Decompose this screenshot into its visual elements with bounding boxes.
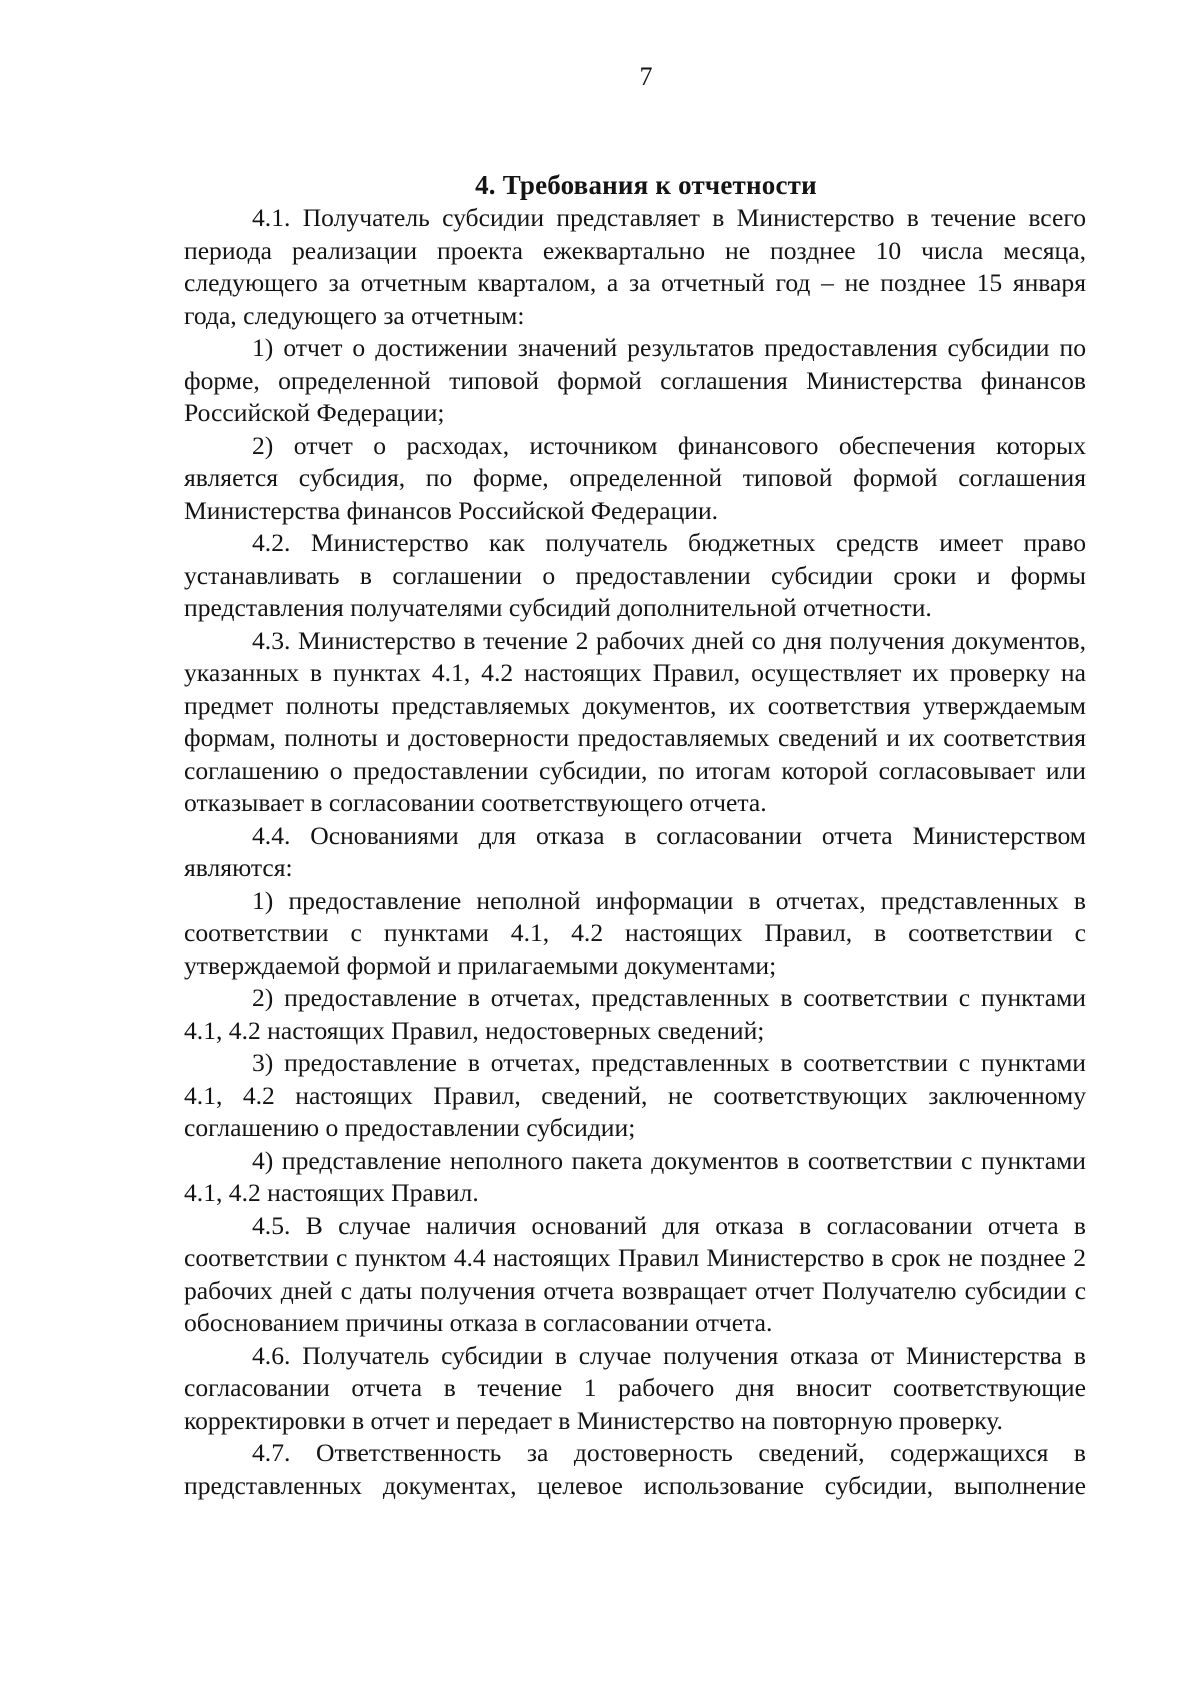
paragraph-4-4-item-3: 3) предоставление в отчетах, представленных в соответствии с пунктами 4.1, 4.2 настоящих Правил, сведений, не соответствующих заключенному соглашению о предоставлении субсидии; [184, 1048, 1086, 1142]
page-number: 7 [639, 62, 653, 91]
paragraph-4-4-item-2: 2) предоставление в отчетах, представленных в соответствии с пунктами 4.1, 4.2 настоящих Правил, недостоверных сведений; [184, 983, 1086, 1045]
paragraph-4-4: 4.4. Основаниями для отказа в согласовании отчета Министерством являются: [184, 820, 1086, 882]
document-body [184, 202, 1086, 1502]
section-title: 4. Требования к отчетности [475, 170, 817, 200]
paragraph-4-1: 4.1. Получатель субсидии представляет в Министерство в течение всего периода реализации проекта ежеквартально не позднее 10 числа месяца, следующего за отчетным кварталом, а за отчетный год – не позднее 15 января года, следующего за отчетным: [184, 203, 1086, 330]
paragraph-4-2: 4.2. Министерство как получатель бюджетных средств имеет право устанавливать в соглашении о предоставлении субсидии сроки и формы представления получателями субсидий дополнительной отчетности. [184, 528, 1086, 622]
paragraph-4-5: 4.5. В случае наличия оснований для отказа в согласовании отчета в соответствии с пунктом 4.4 настоящих Правил Министерство в срок не позднее 2 рабочих дней с даты получения отчета возвращает отчет Получателю субсидии с обоснованием причины отказа в согласовании отчета. [184, 1210, 1086, 1337]
paragraph-4-4-item-4: 4) представление неполного пакета документов в соответствии с пунктами 4.1, 4.2 настоящих Правил. [184, 1145, 1086, 1207]
paragraph-4-6: 4.6. Получатель субсидии в случае получения отказа от Министерства в согласовании отчета в течение 1 рабочего дня вносит соответствующие корректировки в отчет и передает в Министерство на повторную проверку. [184, 1340, 1086, 1435]
paragraph-4-3: 4.3. Министерство в течение 2 рабочих дней со дня получения документов, указанных в пунктах 4.1, 4.2 настоящих Правил, осуществляет их проверку на предмет полноты представляемых документов, их соответствия утверждаемым формам, полноты и достоверности предоставляемых сведений и их соответствия соглашению о предоставлении субсидии, по итогам которой согласовывает или отказывает в согласовании соответствующего отчета. [184, 625, 1086, 817]
paragraph-4-1-item-1: 1) отчет о достижении значений результатов предоставления субсидии по форме, определенной типовой формой соглашения Министерства финансов Российской Федерации; [184, 333, 1086, 427]
paragraph-4-1-item-2: 2) отчет о расходах, источником финансового обеспечения которых является субсидия, по форме, определенной типовой формой соглашения Министерства финансов Российской Федерации. [184, 430, 1086, 525]
paragraph-4-4-item-1: 1) предоставление неполной информации в отчетах, представленных в соответствии с пунктами 4.1, 4.2 настоящих Правил, в соответствии с утверждаемой формой и прилагаемыми документами; [184, 885, 1086, 980]
paragraph-4-7: 4.7. Ответственность за достоверность сведений, содержащихся в представленных документах, целевое использование субсидии, выполнение [184, 1438, 1086, 1500]
